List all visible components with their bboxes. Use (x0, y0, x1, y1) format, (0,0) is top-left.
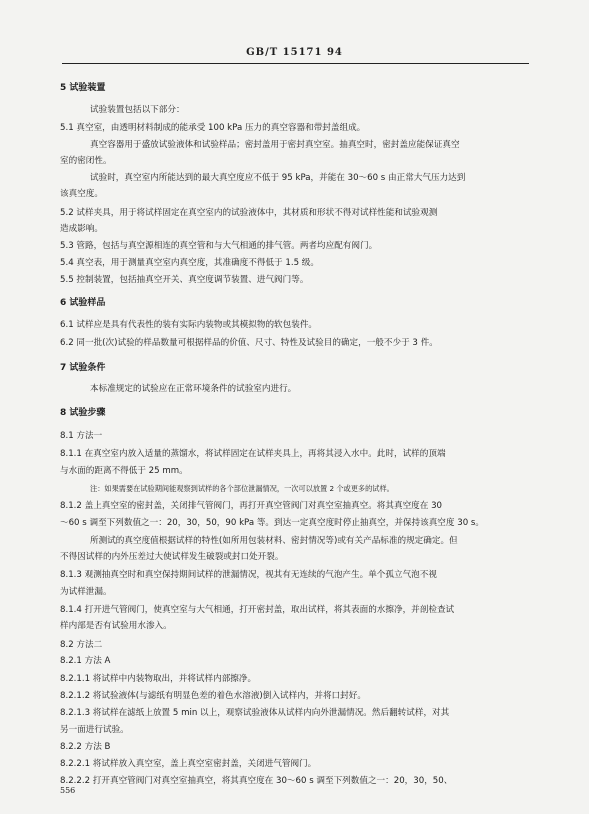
clause-5-3: 5.3 管路，包括与真空源相连的真空管和与大气相通的排气管。两者均应配有阀门。 (60, 241, 378, 251)
clause-8-2-1-1: 8.2.1.1 将试样中内装物取出，并将试样内部擦净。 (60, 674, 257, 684)
section-heading-5: 5 试验装置 (60, 83, 106, 93)
text-line: 试验时，真空室内所能达到的最大真空度应不低于 95 kPa，并能在 30～60 s 由正常大气压力达到 (90, 173, 466, 183)
clause-6-1: 6.1 试样应是具有代表性的装有实际内装物或其模拟物的软包装件。 (60, 320, 318, 330)
text-line: 真空容器用于盛放试验液体和试验样品；密封盖用于密封真空室。抽真空时，密封盖应能保证真空 (90, 140, 460, 150)
note-line: 注：如果需要在试验期间能观察到试样的各个部位泄漏情况，一次可以放置 2 个或更多的试样。 (90, 484, 394, 493)
clause-8-1-3: 8.1.3 观测抽真空时和真空保持期间试样的泄漏情况，视其有无连续的气泡产生。单个孤立气泡不视 (60, 570, 437, 580)
text-line: 不得因试样的内外压差过大使试样发生破裂或封口处开裂。 (60, 552, 284, 562)
page-number: 556 (60, 786, 76, 795)
clause-8-2-1-2: 8.2.1.2 将试验液体(与滤纸有明显色差的着色水溶液)倒入试样内，并将口封好。 (60, 691, 366, 701)
text-line: 室的密闭性。 (60, 156, 112, 166)
clause-8-2-2: 8.2.2 方法 B (60, 742, 111, 752)
clause-8-1-1: 8.1.1 在真空室内放入适量的蒸馏水，将试样固定在试样夹具上，再将其浸入水中。此时，试样的顶端 (60, 449, 446, 459)
clause-5-2: 5.2 试样夹具，用于将试样固定在真空室内的试验液体中，其材质和形状不得对试样性能和试验观测 (60, 208, 438, 218)
clause-8-2-1: 8.2.1 方法 A (60, 656, 111, 666)
text-line: 本标准规定的试验应在正常环境条件的试验室内进行。 (90, 384, 297, 394)
section-heading-6: 6 试验样品 (60, 298, 106, 308)
text-line: 该真空度。 (60, 189, 103, 199)
text-line: 为试样泄漏。 (60, 587, 112, 597)
clause-8-2-1-3: 8.2.1.3 将试样在滤纸上放置 5 min 以上，观察试验液体从试样内向外泄漏情况。然后翻转试样，对其 (60, 708, 450, 718)
clause-8-2-2-2: 8.2.2.2 打开真空管阀门对真空室抽真空，将其真空度在 30～60 s 调至下列数值之一：20，30，50、 (60, 776, 453, 786)
section-heading-7: 7 试验条件 (60, 363, 106, 373)
clause-6-2: 6.2 同一批(次)试验的样品数量可根据样品的价值、尺寸、特性及试验目的确定，一般不少于 3 件。 (60, 338, 438, 348)
text-line: 样内部是否有试验用水渗入。 (60, 621, 172, 631)
clause-5-1: 5.1 真空室，由透明材料制成的能承受 100 kPa 压力的真空容器和带封盖组成。 (60, 123, 366, 133)
clause-8-2: 8.2 方法二 (60, 640, 103, 650)
clause-8-1-2: 8.1.2 盖上真空室的密封盖，关闭排气管阀门，再打开真空管阀门对真空室抽真空。将其真空度在 30 (60, 501, 443, 511)
standard-header: GB/T 15171 94 (246, 47, 343, 58)
text-line: ～60 s 调至下列数值之一：20，30，50，90 kPa 等。到达一定真空度时停止抽真空，并保持该真空度 30 s。 (60, 518, 484, 528)
header-rule (62, 63, 529, 64)
clause-8-2-2-1: 8.2.2.1 将试样放入真空室，盖上真空室密封盖，关闭进气管阀门。 (60, 759, 317, 769)
text-line: 与水面的距离不得低于 25 mm。 (60, 466, 188, 476)
section-heading-8: 8 试验步骤 (60, 408, 106, 418)
text-line: 造成影响。 (60, 224, 103, 234)
clause-5-4: 5.4 真空表，用于测量真空室内真空度，其准确度不得低于 1.5 级。 (60, 258, 319, 268)
text-line: 所测试的真空度值根据试样的特性(如所用包装材料、密封情况等)或有关产品标准的规定确定。但 (90, 536, 458, 546)
text-line: 试验装置包括以下部分： (90, 105, 185, 115)
clause-5-5: 5.5 控制装置，包括抽真空开关、真空度调节装置、进气阀门等。 (60, 275, 309, 285)
clause-8-1: 8.1 方法一 (60, 431, 103, 441)
text-line: 另一面进行试验。 (60, 725, 129, 735)
clause-8-1-4: 8.1.4 打开进气管阀门，使真空室与大气相通，打开密封盖，取出试样，将其表面的水擦净，并剖检查试 (60, 605, 455, 615)
